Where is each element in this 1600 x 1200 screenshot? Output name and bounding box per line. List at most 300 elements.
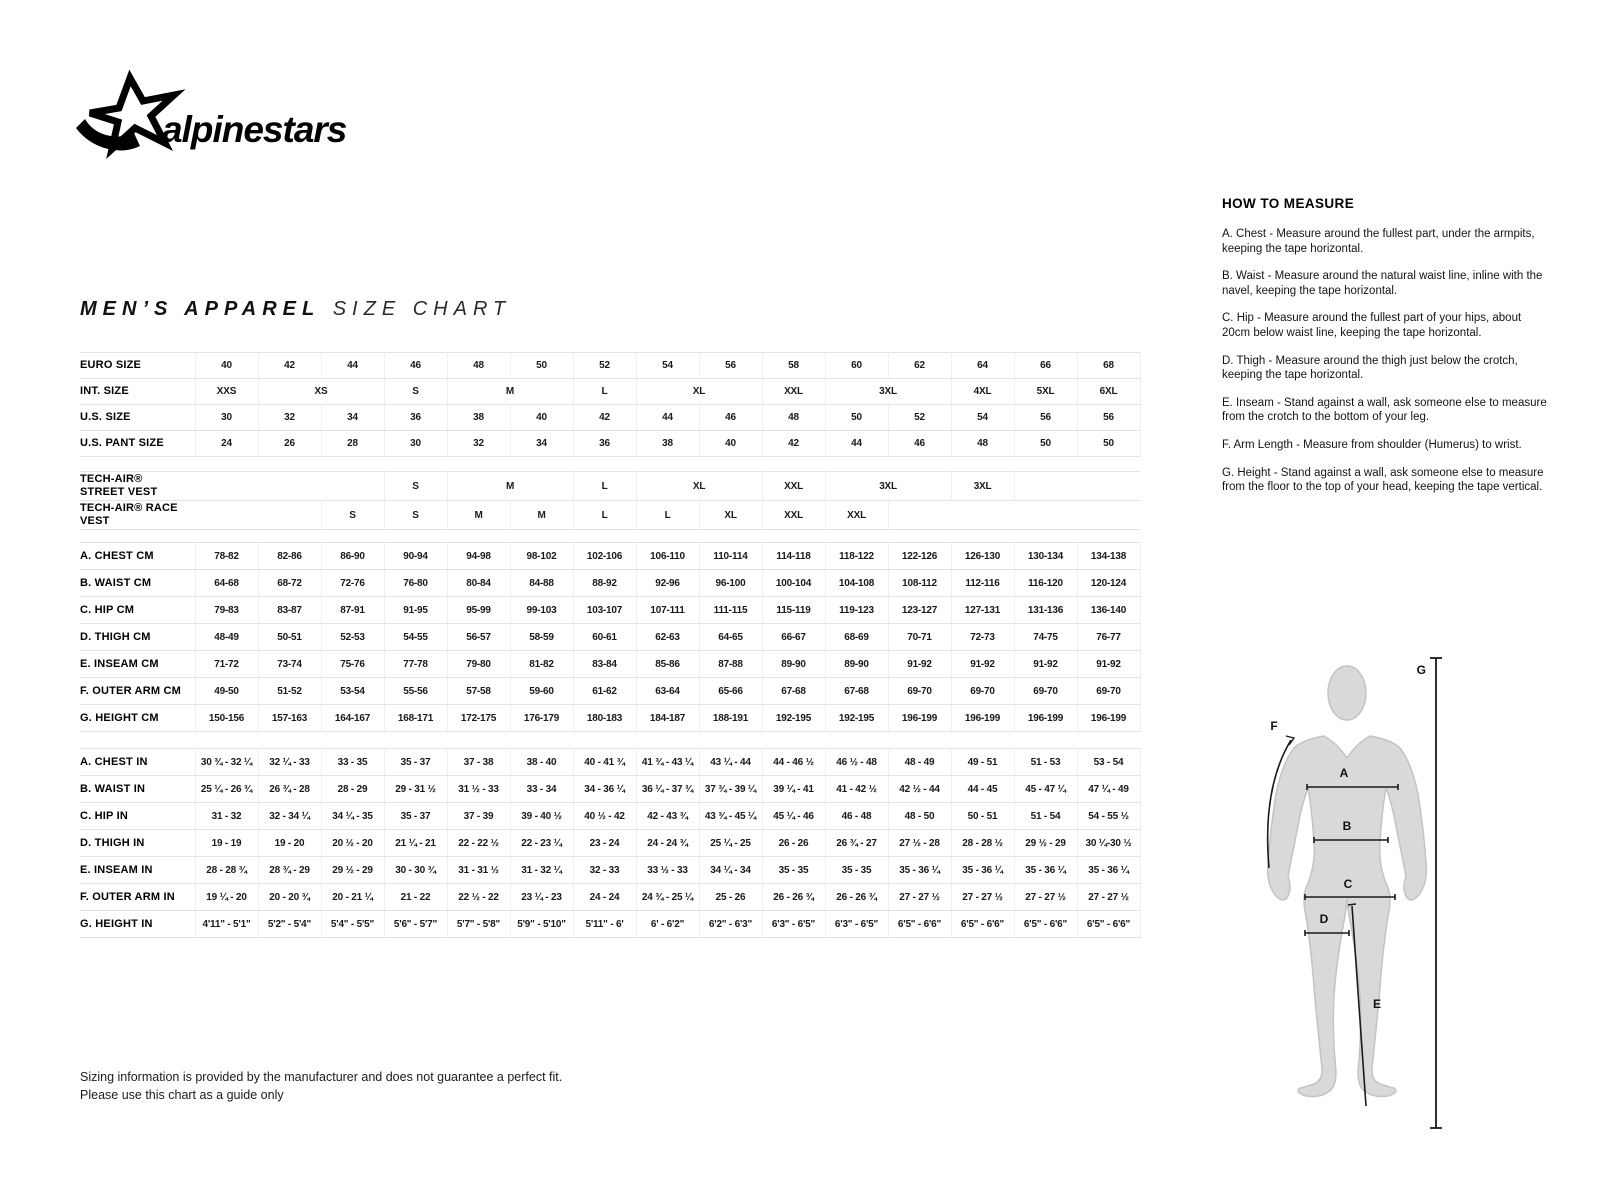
size-cell: XL <box>636 472 762 501</box>
size-cell: 62 <box>888 353 951 379</box>
size-cell: 66-67 <box>762 624 825 651</box>
size-cell: 90-94 <box>384 543 447 570</box>
size-cell: 42 ½ - 44 <box>888 776 951 803</box>
size-cell: 26 ¾ - 27 <box>825 830 888 857</box>
row-label: U.S. PANT SIZE <box>80 431 195 457</box>
table-row <box>80 501 1140 530</box>
size-cell: 76-77 <box>1077 624 1140 651</box>
size-cell: 3XL <box>825 379 951 405</box>
label-f: F <box>1270 719 1278 733</box>
size-cell: 83-87 <box>258 597 321 624</box>
size-cell: 86-90 <box>321 543 384 570</box>
label-a: A <box>1339 766 1349 780</box>
size-cell: 52 <box>888 405 951 431</box>
size-cell: 27 ½ - 28 <box>888 830 951 857</box>
size-cell: 69-70 <box>951 678 1014 705</box>
table-row <box>80 830 1140 857</box>
size-cell: 91-92 <box>951 651 1014 678</box>
size-cell: 91-92 <box>1014 651 1077 678</box>
size-cell: XL <box>699 501 762 530</box>
size-cell: 25 ¼ - 25 <box>699 830 762 857</box>
row-label: E. INSEAM CM <box>80 651 195 678</box>
size-cell: XXL <box>825 501 888 530</box>
alpinestars-logo <box>70 68 360 168</box>
size-cell: 56 <box>1077 405 1140 431</box>
size-cell: 22 - 23 ¼ <box>510 830 573 857</box>
size-cell: 56 <box>699 353 762 379</box>
size-cell: 29 ½ - 29 <box>321 857 384 884</box>
table-row <box>80 678 1140 705</box>
row-label: U.S. SIZE <box>80 405 195 431</box>
size-cell: 46 <box>384 353 447 379</box>
size-cell: 50-51 <box>258 624 321 651</box>
size-cell: 26 - 26 ¾ <box>825 884 888 911</box>
table-row <box>80 543 1140 570</box>
row-label: INT. SIZE <box>80 379 195 405</box>
measure-instruction: F. Arm Length - Measure from shoulder (Humerus) to wrist. <box>1222 438 1522 451</box>
size-cell: 6' - 6'2" <box>636 911 699 938</box>
size-cell: 5'2" - 5'4" <box>258 911 321 938</box>
size-cell: 24 - 24 ¾ <box>636 830 699 857</box>
size-cell: 19 ¼ - 20 <box>195 884 258 911</box>
size-cell: 60-61 <box>573 624 636 651</box>
size-cell: 49 - 51 <box>951 749 1014 776</box>
size-cell: 27 - 27 ½ <box>1014 884 1077 911</box>
size-cell: L <box>573 379 636 405</box>
size-cell: 123-127 <box>888 597 951 624</box>
size-cell: 82-86 <box>258 543 321 570</box>
size-cell: 58 <box>762 353 825 379</box>
size-cell: 42 <box>762 431 825 457</box>
table-row <box>80 705 1140 732</box>
size-cell: 36 ¼ - 37 ¾ <box>636 776 699 803</box>
size-cell: XXL <box>762 501 825 530</box>
size-cell: 80-84 <box>447 570 510 597</box>
size-cell: 30 ¼-30 ½ <box>1077 830 1140 857</box>
size-cell: 19 - 19 <box>195 830 258 857</box>
table-row <box>80 776 1140 803</box>
size-cell: 34 - 36 ¼ <box>573 776 636 803</box>
table-row <box>80 651 1140 678</box>
row-label: F. OUTER ARM CM <box>80 678 195 705</box>
size-cell: 98-102 <box>510 543 573 570</box>
size-cell: 52-53 <box>321 624 384 651</box>
table-row <box>80 911 1140 938</box>
size-cell: 51 - 54 <box>1014 803 1077 830</box>
size-cell: 58-59 <box>510 624 573 651</box>
size-cell: 77-78 <box>384 651 447 678</box>
size-cell: 48 <box>447 353 510 379</box>
size-cell: 38 - 40 <box>510 749 573 776</box>
size-cell: 116-120 <box>1014 570 1077 597</box>
size-cell: 126-130 <box>951 543 1014 570</box>
size-cell: 192-195 <box>762 705 825 732</box>
size-cell: 37 ¾ - 39 ¼ <box>699 776 762 803</box>
size-cell: 35 - 37 <box>384 803 447 830</box>
size-cell: 24 - 24 <box>573 884 636 911</box>
size-cell: 44 - 46 ½ <box>762 749 825 776</box>
size-cell: 89-90 <box>762 651 825 678</box>
size-cell: 37 - 39 <box>447 803 510 830</box>
size-cell: 122-126 <box>888 543 951 570</box>
size-cell: 6'3" - 6'5" <box>825 911 888 938</box>
size-cell: 68-72 <box>258 570 321 597</box>
row-label: G. HEIGHT CM <box>80 705 195 732</box>
size-cell: 184-187 <box>636 705 699 732</box>
size-cell: 3XL <box>951 472 1014 501</box>
size-cell: 34 ¼ - 34 <box>699 857 762 884</box>
size-cell: 106-110 <box>636 543 699 570</box>
size-cell: 89-90 <box>825 651 888 678</box>
size-cell: 51-52 <box>258 678 321 705</box>
table-row <box>80 857 1140 884</box>
size-cell: 69-70 <box>1014 678 1077 705</box>
size-cell: 48 - 49 <box>888 749 951 776</box>
measure-instruction: E. Inseam - Stand against a wall, ask someone else to measure from the crotch to the bottom of your leg. <box>1222 396 1547 424</box>
size-cell: XXL <box>762 472 825 501</box>
size-cell: 31 - 32 ¼ <box>510 857 573 884</box>
size-cell: 24 <box>195 431 258 457</box>
row-label: TECH-AIR® RACE VEST <box>80 501 195 530</box>
size-cell: 50 <box>510 353 573 379</box>
size-cell: 42 <box>573 405 636 431</box>
size-cell: 91-92 <box>1077 651 1140 678</box>
size-cell: 150-156 <box>195 705 258 732</box>
size-cell: 4XL <box>951 379 1014 405</box>
table-row <box>80 379 1140 405</box>
size-cell: 39 - 40 ½ <box>510 803 573 830</box>
size-cell: 54 <box>636 353 699 379</box>
row-label: C. HIP IN <box>80 803 195 830</box>
size-cell: 54-55 <box>384 624 447 651</box>
size-cell: 34 <box>321 405 384 431</box>
row-label: A. CHEST IN <box>80 749 195 776</box>
size-cell: 30 <box>195 405 258 431</box>
size-cell: 28 - 28 ½ <box>951 830 1014 857</box>
size-cell: 31 ½ - 33 <box>447 776 510 803</box>
size-cell: 45 ¼ - 46 <box>762 803 825 830</box>
size-cell: 32 - 34 ¼ <box>258 803 321 830</box>
size-cell: 43 ¼ - 44 <box>699 749 762 776</box>
size-cell: 23 - 24 <box>573 830 636 857</box>
size-cell: 5XL <box>1014 379 1077 405</box>
size-cell: 41 ¾ - 43 ¼ <box>636 749 699 776</box>
label-c: C <box>1343 877 1353 891</box>
size-cell: 114-118 <box>762 543 825 570</box>
empty-cell <box>195 501 321 530</box>
empty-cell <box>1014 472 1140 501</box>
size-cell: 92-96 <box>636 570 699 597</box>
size-cell: 33 - 34 <box>510 776 573 803</box>
size-cell: 33 ½ - 33 <box>636 857 699 884</box>
size-cell: 34 <box>510 431 573 457</box>
size-cell: 196-199 <box>888 705 951 732</box>
measurements-cm-table <box>80 542 1141 732</box>
how-to-measure-heading: HOW TO MEASURE <box>1222 196 1355 211</box>
size-cell: 50 <box>825 405 888 431</box>
size-cell: 6'5" - 6'6" <box>888 911 951 938</box>
body-measurement-diagram <box>1228 636 1550 1140</box>
row-label: EURO SIZE <box>80 353 195 379</box>
size-cell: 60 <box>825 353 888 379</box>
size-cell: 176-179 <box>510 705 573 732</box>
size-cell: M <box>447 501 510 530</box>
size-cell: 26 ¾ - 28 <box>258 776 321 803</box>
logo-wordmark: alpinestars <box>162 109 347 150</box>
size-cell: 50 <box>1014 431 1077 457</box>
size-cell: 188-191 <box>699 705 762 732</box>
title-secondary: SIZE CHART <box>332 298 512 320</box>
size-cell: 33 - 35 <box>321 749 384 776</box>
size-cell: 47 ¼ - 49 <box>1077 776 1140 803</box>
size-cell: 40 <box>195 353 258 379</box>
size-cell: 35 - 35 <box>825 857 888 884</box>
row-label: F. OUTER ARM IN <box>80 884 195 911</box>
size-cell: 26 - 26 <box>762 830 825 857</box>
size-cell: S <box>384 501 447 530</box>
size-cell: 115-119 <box>762 597 825 624</box>
size-cell: S <box>384 472 447 501</box>
size-cell: 63-64 <box>636 678 699 705</box>
table-row <box>80 597 1140 624</box>
size-cell: 79-80 <box>447 651 510 678</box>
measure-instruction: C. Hip - Measure around the fullest part of your hips, about 20cm below waist line, keeping the tape horizontal. <box>1222 312 1522 339</box>
size-cell: 67-68 <box>825 678 888 705</box>
size-cell: 32 - 33 <box>573 857 636 884</box>
sizes-table <box>80 352 1141 457</box>
table-row <box>80 570 1140 597</box>
size-cell: 20 - 20 ¾ <box>258 884 321 911</box>
size-cell: 26 - 26 ¾ <box>762 884 825 911</box>
size-cell: XL <box>636 379 762 405</box>
size-cell: 35 - 35 <box>762 857 825 884</box>
size-cell: 20 ½ - 20 <box>321 830 384 857</box>
size-cell: 96-100 <box>699 570 762 597</box>
size-cell: 27 - 27 ½ <box>1077 884 1140 911</box>
size-cell: 35 - 36 ¼ <box>1014 857 1077 884</box>
size-cell: 41 - 42 ½ <box>825 776 888 803</box>
size-cell: 62-63 <box>636 624 699 651</box>
size-cell: 48 <box>762 405 825 431</box>
size-cell: 27 - 27 ½ <box>888 884 951 911</box>
size-cell: 32 ¼ - 33 <box>258 749 321 776</box>
size-cell: 69-70 <box>888 678 951 705</box>
size-cell: 27 - 27 ½ <box>951 884 1014 911</box>
size-cell: 6'5" - 6'6" <box>1077 911 1140 938</box>
size-cell: M <box>447 379 573 405</box>
size-cell: 64-68 <box>195 570 258 597</box>
label-g: G <box>1416 663 1426 677</box>
size-cell: 157-163 <box>258 705 321 732</box>
size-cell: 30 - 30 ¾ <box>384 857 447 884</box>
size-cell: 59-60 <box>510 678 573 705</box>
size-cell: 38 <box>447 405 510 431</box>
size-cell: 25 - 26 <box>699 884 762 911</box>
size-cell: 68-69 <box>825 624 888 651</box>
size-cell: 6XL <box>1077 379 1140 405</box>
size-cell: 5'7" - 5'8" <box>447 911 510 938</box>
size-cell: 112-116 <box>951 570 1014 597</box>
size-cell: 72-76 <box>321 570 384 597</box>
size-cell: 46 <box>888 431 951 457</box>
size-cell: 196-199 <box>951 705 1014 732</box>
measurements-in-table <box>80 748 1141 938</box>
measure-instruction: D. Thigh - Measure around the thigh just below the crotch, keeping the tape horizontal. <box>1222 354 1518 382</box>
size-cell: 118-122 <box>825 543 888 570</box>
size-cell: 36 <box>384 405 447 431</box>
size-cell: 110-114 <box>699 543 762 570</box>
size-cell: 28 <box>321 431 384 457</box>
size-cell: 94-98 <box>447 543 510 570</box>
alpinestars-star-icon <box>70 68 360 168</box>
page-title <box>80 298 511 321</box>
size-cell: 37 - 38 <box>447 749 510 776</box>
row-label: C. HIP CM <box>80 597 195 624</box>
size-cell: 3XL <box>825 472 951 501</box>
size-cell: 180-183 <box>573 705 636 732</box>
size-cell: 68 <box>1077 353 1140 379</box>
table-row <box>80 431 1140 457</box>
size-cell: 28 - 29 <box>321 776 384 803</box>
size-cell: 81-82 <box>510 651 573 678</box>
size-cell: 53 - 54 <box>1077 749 1140 776</box>
row-label: G. HEIGHT IN <box>80 911 195 938</box>
size-cell: 30 <box>384 431 447 457</box>
size-cell: 54 - 55 ½ <box>1077 803 1140 830</box>
size-cell: 31 - 31 ½ <box>447 857 510 884</box>
size-cell: 83-84 <box>573 651 636 678</box>
size-cell: 5'9" - 5'10" <box>510 911 573 938</box>
size-cell: 172-175 <box>447 705 510 732</box>
size-cell: 44 <box>825 431 888 457</box>
size-cell: 87-88 <box>699 651 762 678</box>
size-cell: L <box>573 501 636 530</box>
size-cell: 74-75 <box>1014 624 1077 651</box>
row-label: D. THIGH IN <box>80 830 195 857</box>
size-cell: 134-138 <box>1077 543 1140 570</box>
size-cell: 107-111 <box>636 597 699 624</box>
table-row <box>80 884 1140 911</box>
size-cell: 49-50 <box>195 678 258 705</box>
size-cell: 28 - 28 ¾ <box>195 857 258 884</box>
size-cell: XS <box>258 379 384 405</box>
row-label: B. WAIST CM <box>80 570 195 597</box>
size-cell: 32 <box>258 405 321 431</box>
disclaimer-line1: Sizing information is provided by the manufacturer and does not guarantee a perfect fit. <box>80 1070 563 1084</box>
disclaimer <box>80 1068 562 1104</box>
size-cell: 103-107 <box>573 597 636 624</box>
disclaimer-line2: Please use this chart as a guide only <box>80 1088 284 1103</box>
size-cell: 87-91 <box>321 597 384 624</box>
size-cell: 104-108 <box>825 570 888 597</box>
size-cell: 29 - 31 ½ <box>384 776 447 803</box>
size-cell: 23 ¼ - 23 <box>510 884 573 911</box>
size-cell: 196-199 <box>1077 705 1140 732</box>
size-cell: 95-99 <box>447 597 510 624</box>
size-cell: 70-71 <box>888 624 951 651</box>
size-cell: 30 ¾ - 32 ¼ <box>195 749 258 776</box>
size-cell: 6'5" - 6'6" <box>951 911 1014 938</box>
size-cell: 56 <box>1014 405 1077 431</box>
size-cell: 38 <box>636 431 699 457</box>
size-cell: 29 ½ - 29 <box>1014 830 1077 857</box>
size-cell: 72-73 <box>951 624 1014 651</box>
size-cell: 76-80 <box>384 570 447 597</box>
measure-instruction: B. Waist - Measure around the natural waist line, inline with the navel, keeping the tape horizontal. <box>1222 270 1543 297</box>
size-cell: 35 - 37 <box>384 749 447 776</box>
size-cell: 46 <box>699 405 762 431</box>
size-cell: S <box>321 501 384 530</box>
size-cell: 57-58 <box>447 678 510 705</box>
size-cell: 50 <box>1077 431 1140 457</box>
size-cell: 127-131 <box>951 597 1014 624</box>
size-cell: L <box>636 501 699 530</box>
size-cell: 65-66 <box>699 678 762 705</box>
size-cell: 39 ¼ - 41 <box>762 776 825 803</box>
size-cell: 44 - 45 <box>951 776 1014 803</box>
size-cell: 46 ½ - 48 <box>825 749 888 776</box>
size-cell: 136-140 <box>1077 597 1140 624</box>
size-cell: 35 - 36 ¼ <box>1077 857 1140 884</box>
size-cell: 43 ¾ - 45 ¼ <box>699 803 762 830</box>
size-cell: 48-49 <box>195 624 258 651</box>
row-label: TECH-AIR® STREET VEST <box>80 472 195 501</box>
tech-air-table <box>80 471 1140 530</box>
size-cell: 99-103 <box>510 597 573 624</box>
size-cell: 22 - 22 ½ <box>447 830 510 857</box>
size-cell: XXS <box>195 379 258 405</box>
size-cell: 20 - 21 ¼ <box>321 884 384 911</box>
size-cell: 40 ½ - 42 <box>573 803 636 830</box>
size-cell: S <box>384 379 447 405</box>
size-cell: 40 - 41 ¾ <box>573 749 636 776</box>
size-cell: L <box>573 472 636 501</box>
size-chart-tables <box>80 352 1142 938</box>
size-cell: 192-195 <box>825 705 888 732</box>
label-e: E <box>1373 997 1382 1011</box>
size-cell: 75-76 <box>321 651 384 678</box>
size-cell: XXL <box>762 379 825 405</box>
size-cell: 40 <box>699 431 762 457</box>
title-primary: MEN’S APPAREL <box>80 298 321 320</box>
size-cell: 52 <box>573 353 636 379</box>
size-cell: 40 <box>510 405 573 431</box>
size-cell: 73-74 <box>258 651 321 678</box>
size-cell: 24 ¾ - 25 ¼ <box>636 884 699 911</box>
size-cell: 5'11" - 6' <box>573 911 636 938</box>
size-cell: 168-171 <box>384 705 447 732</box>
size-cell: 67-68 <box>762 678 825 705</box>
size-cell: 35 - 36 ¼ <box>951 857 1014 884</box>
table-row <box>80 472 1140 501</box>
size-cell: 78-82 <box>195 543 258 570</box>
size-cell: 85-86 <box>636 651 699 678</box>
size-cell: 42 - 43 ¾ <box>636 803 699 830</box>
how-to-measure-list <box>1222 227 1552 495</box>
size-cell: 4'11" - 5'1" <box>195 911 258 938</box>
size-cell: 91-95 <box>384 597 447 624</box>
size-cell: 164-167 <box>321 705 384 732</box>
size-cell: 48 - 50 <box>888 803 951 830</box>
size-cell: 44 <box>321 353 384 379</box>
row-label: D. THIGH CM <box>80 624 195 651</box>
size-cell: 119-123 <box>825 597 888 624</box>
size-cell: 55-56 <box>384 678 447 705</box>
size-cell: 19 - 20 <box>258 830 321 857</box>
size-cell: 64-65 <box>699 624 762 651</box>
size-cell: 35 - 36 ¼ <box>888 857 951 884</box>
measure-instruction: A. Chest - Measure around the fullest part, under the armpits, keeping the tape horizontal. <box>1222 228 1535 255</box>
